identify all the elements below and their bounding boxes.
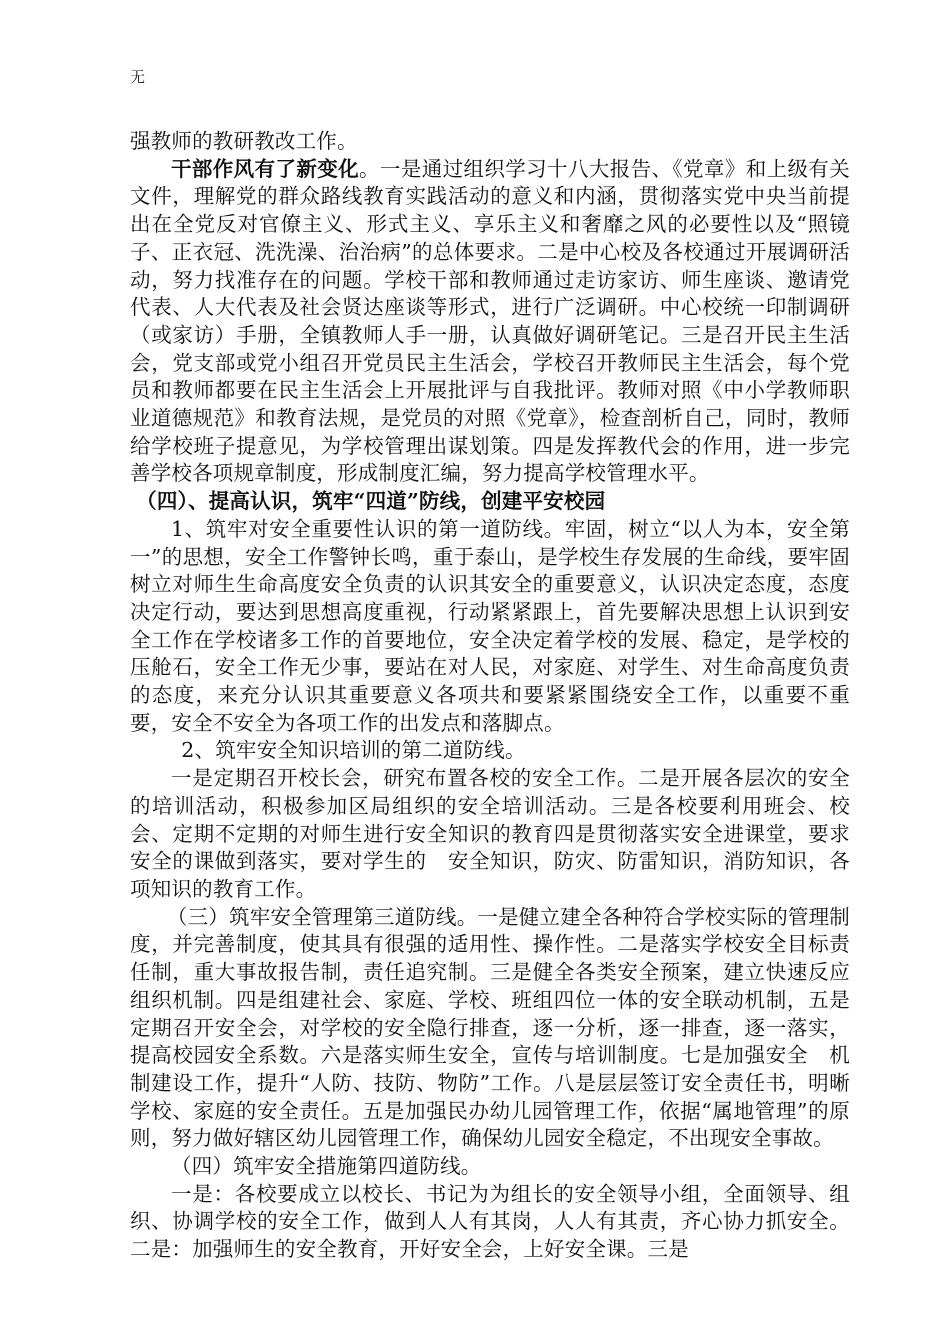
document-body bbox=[130, 128, 850, 1264]
paragraph-first-line: 1、筑牢对安全重要性认识的第一道防线。牢固，树立“以人为本，安全第一”的思想，安全工作警钟长鸣，重于泰山，是学校生存发展的生命线，要牢固树立对师生生命高度安全负责的认识其安全的重要意义，认识决定态度，态度决定行动，要达到思想高度重视，行动紧紧跟上，首先要解决思想上认识到安全工作在学校诸多工作的首要地位，安全决定着学校的发展、稳定，是学校的压舱石，安全工作无少事，要站在对人民，对家庭、对学生、对生命高度负责的态度，来充分认识其重要意义各项共和要紧紧围绕安全工作，以重要不重要，安全不安全为各项工作的出发点和落脚点。 bbox=[130, 516, 850, 735]
paragraph-second-line: 一是定期召开校长会，研究布置各校的安全工作。二是开展各层次的安全的培训活动，积极参加区局组织的安全培训活动。三是各校要利用班会、校会、定期不定期的对师生进行安全知识的教育四是贯彻落实安全进课堂，要求安全的课做到落实，要对学生的 安全知识，防灾、防雷知识，消防知识，各项知识的教育工作。 bbox=[130, 766, 850, 901]
page-header: 无 bbox=[130, 68, 146, 86]
paragraph-lead: 干部作风有了新变化 bbox=[171, 156, 360, 181]
section-heading: （四）、提高认识，筑牢“四道”防线，创建平安校园 bbox=[136, 489, 606, 514]
paragraph-continuation: 强教师的教研教改工作。 bbox=[130, 129, 358, 153]
paragraph-fourth-line-title: （四）筑牢安全措施第四道防线。 bbox=[171, 1154, 482, 1179]
paragraph-fourth-line: 一是：各校要成立以校长、书记为为组长的安全领导小组，全面领导、组织、协调学校的安全工作，做到人人有其岗，人人有其责，齐心协力抓安全。二是：加强师生的安全教育，开好安全会，上好安全课。三是 bbox=[130, 1181, 850, 1262]
paragraph-text: 。一是通过组织学习十八大报告、《党章》和上级有关文件，理解党的群众路线教育实践活动的意义和内涵，贯彻落实党中央当前提出在全党反对官僚主义、形式主义、享乐主义和奢靡之风的必要性以及“照镜子、正衣冠、洗洗澡、治治病”的总体要求。二是中心校及各校通过开展调研活动，努力找准存在的问题。学校干部和教师通过走访家访、师生座谈、邀请党代表、人大代表及社会贤达座谈等形式，进行广泛调研。中心校统一印制调研（或家访）手册，全镇教师人手一册，认真做好调研笔记。三是召开民主生活会，党支部或党小组召开党员民主生活会，学校召开教师民主生活会，每个党员和教师都要在民主生活会上开展批评与自我批评。教师对照《中小学教师职业道德规范》和教育法规，是党员的对照《党章》，检查剖析自己，同时，教师给学校班子提意见，为学校管理出谋划策。四是发挥教代会的作用，进一步完善学校各项规章制度，形成制度汇编，努力提高学校管理水平。 bbox=[130, 156, 850, 486]
paragraph-cadre-style bbox=[130, 156, 850, 488]
paragraph-second-line-title: 2、筑牢安全知识培训的第二道防线。 bbox=[181, 738, 526, 763]
paragraph-third-line: （三）筑牢安全管理第三道防线。一是健立建全各种符合学校实际的管理制度，并完善制度，使其具有很强的适用性、操作性。二是落实学校安全目标责任制，重大事故报告制，责任追究制。三是健全各类安全预案，建立快速反应组织机制。四是组建社会、家庭、学校、班组四位一体的安全联动机制，五是定期召开安全会，对学校的安全隐行排查，逐一分析，逐一排查，逐一落实，提高校园安全系数。六是落实师生安全，宣传与培训制度。七是加强安全 机制建设工作，提升“人防、技防、物防”工作。八是层层签订安全责任书，明晰学校、家庭的安全责任。五是加强民办幼儿园管理工作，依据“属地管理”的原则，努力做好辖区幼儿园管理工作，确保幼儿园安全稳定，不出现安全事故。 bbox=[130, 904, 850, 1151]
